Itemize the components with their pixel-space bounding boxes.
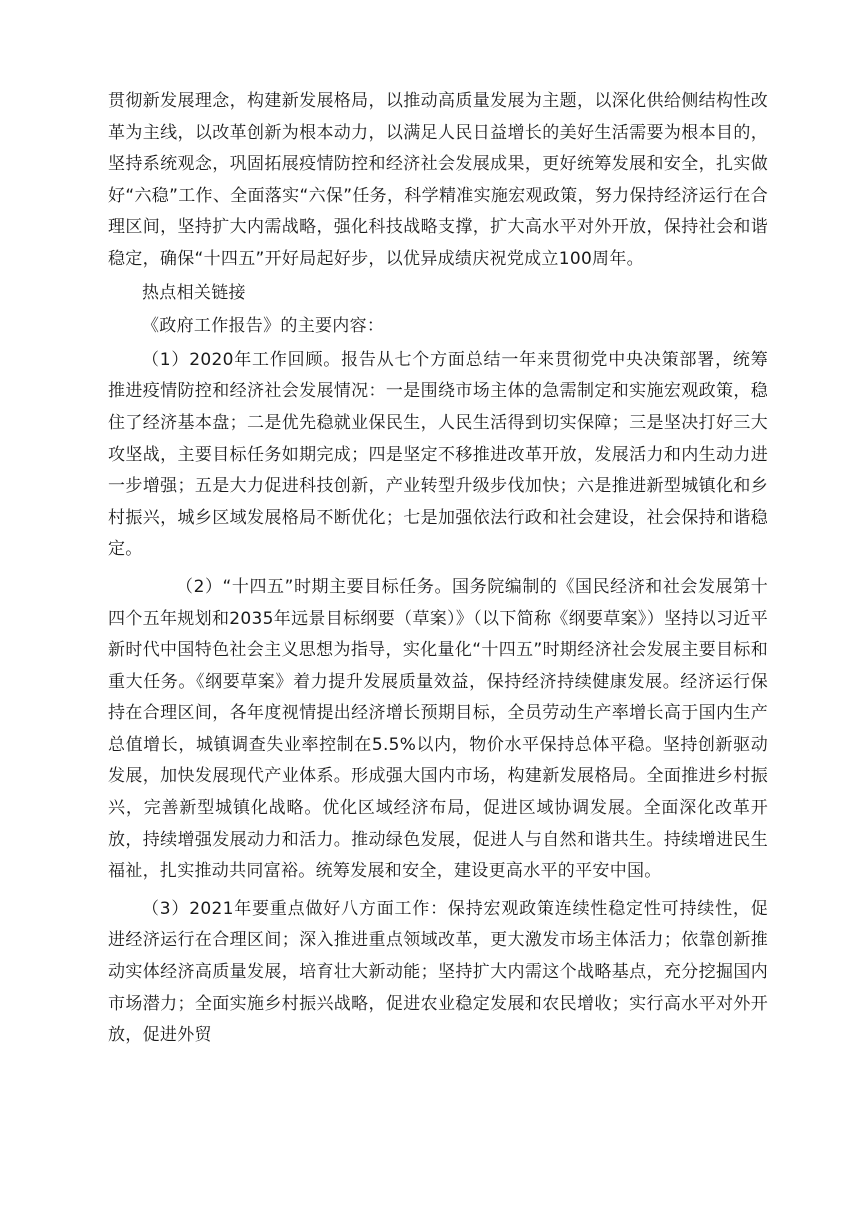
report-main-content-heading: 《政府工作报告》的主要内容： [142, 316, 385, 337]
item-3-paragraph: （3）2021年要重点做好八方面工作：保持宏观政策连续性稳定性可持续性，促进经济运行在合理区间；深入推进重点领域改革，更大激发市场主体活力；依靠创新推动实体经济高质量发展，培育壮大新动能；坚持扩大内需这个战略基点，充分挖掘国内市场潜力；全面实施乡村振兴战略，促进农业稳定发展和农民增收；实行高水平对外开放，促进外贸 [108, 898, 768, 1046]
hot-links-heading: 热点相关链接 [142, 282, 246, 303]
item-1-paragraph: （1）2020年工作回顾。报告从七个方面总结一年来贯彻党中央决策部署，统筹推进疫情防控和经济社会发展情况：一是围绕市场主体的急需制定和实施宏观政策，稳住了经济基本盘；二是优先稳就业保民生，人民生活得到切实保障；三是坚决打好三大攻坚战，主要目标任务如期完成；四是坚定不移推进改革开放，发展活力和内生动力进一步增强；五是大力促进科技创新，产业转型升级步伐加快；六是推进新型城镇化和乡村振兴，城乡区域发展格局不断优化；七是加强依法行政和社会建设，社会保持和谐稳定。 [108, 349, 768, 560]
intro-continuation-paragraph: 贯彻新发展理念，构建新发展格局，以推动高质量发展为主题，以深化供给侧结构性改革为主线，以改革创新为根本动力，以满足人民日益增长的美好生活需要为根本目的，坚持系统观念，巩固拓展疫情防控和经济社会发展成果，更好统筹发展和安全，扎实做好“六稳”工作、全面落实“六保”任务，科学精准实施宏观政策，努力保持经济运行在合理区间，坚持扩大内需战略，强化科技战略支撑，扩大高水平对外开放，保持社会和谐稳定，确保“十四五”开好局起好步，以优异成绩庆祝党成立100周年。 [108, 91, 768, 269]
document-body [108, 86, 768, 1052]
item-2-paragraph: （2）“十四五”时期主要目标任务。国务院编制的《国民经济和社会发展第十四个五年规划和2035年远景目标纲要（草案）》（以下简称《纲要草案》）坚持以习近平新时代中国特色社会主义思想为指导，实化量化“十四五”时期经济社会发展主要目标和重大任务。《纲要草案》着力提升发展质量效益，保持经济持续健康发展。经济运行保持在合理区间，各年度视情提出经济增长预期目标，全员劳动生产率增长高于国内生产总值增长，城镇调查失业率控制在5.5%以内，物价水平保持总体平稳。坚持创新驱动发展，加快发展现代产业体系。形成强大国内市场，构建新发展格局。全面推进乡村振兴，完善新型城镇化战略。优化区域经济布局，促进区域协调发展。全面深化改革开放，持续增强发展动力和活力。推动绿色发展，促进人与自然和谐共生。持续增进民生福祉，扎实推动共同富裕。统筹发展和安全，建设更高水平的平安中国。 [108, 576, 768, 882]
